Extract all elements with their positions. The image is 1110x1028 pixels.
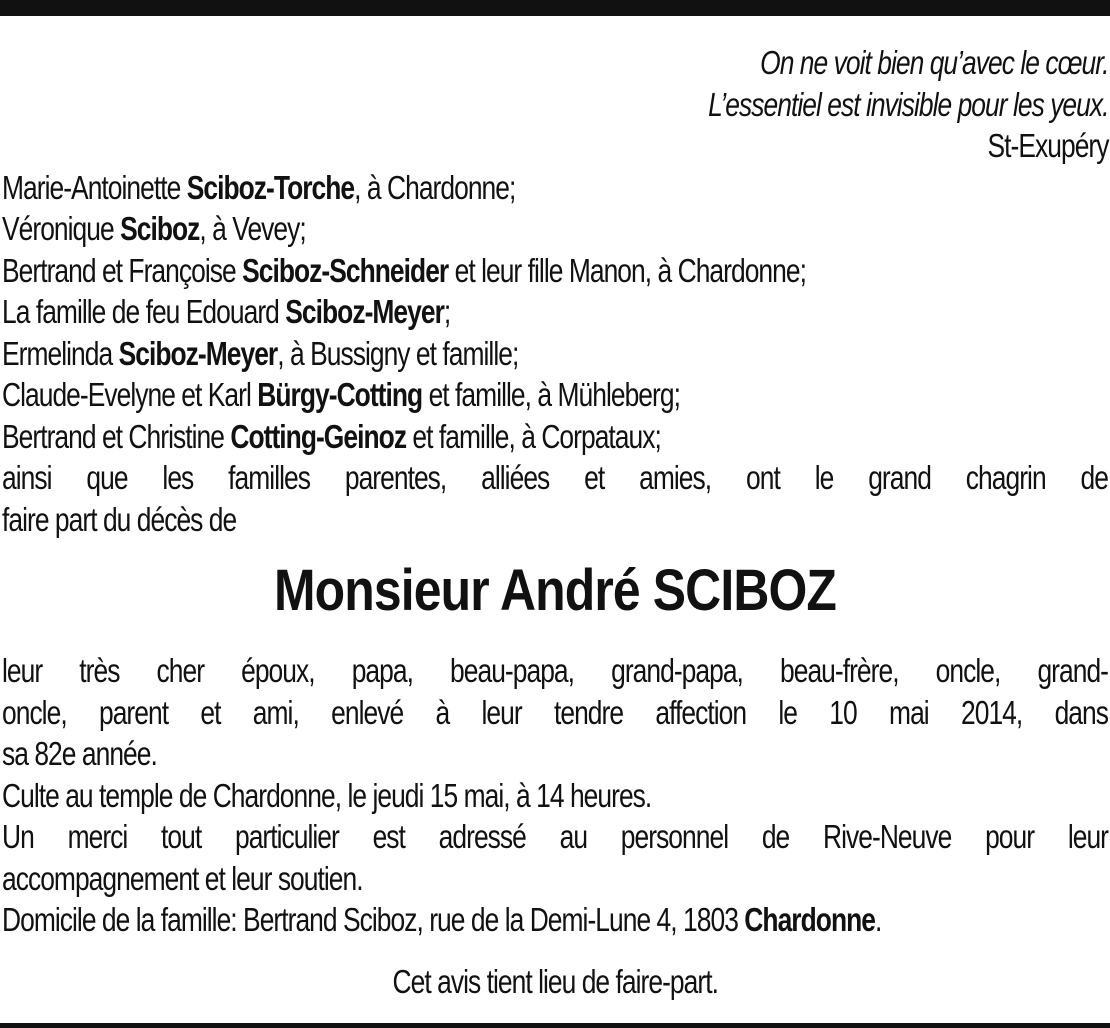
family-location: , à Chardonne; bbox=[354, 168, 516, 206]
deceased-name: Monsieur André SCIBOZ bbox=[273, 558, 837, 623]
domicile-address: Domicile de la famille: Bertrand Sciboz, rue de la Demi-Lune 4, 1803 bbox=[2, 901, 745, 938]
footer-note: Cet avis tient lieu de faire-part. bbox=[392, 962, 718, 1000]
family-member bbox=[2, 250, 1108, 292]
family-surname: Bürgy-Cotting bbox=[257, 376, 423, 413]
family-surname: Sciboz-Meyer bbox=[118, 334, 278, 372]
announcement-line-2: faire part du décès de bbox=[2, 500, 237, 538]
service-info: Culte au temple de Chardonne, le jeudi 15 mai, à 14 heures. bbox=[2, 776, 652, 814]
family-surname: Cotting-Geinoz bbox=[230, 417, 407, 455]
family-given-names: Claude-Evelyne et Karl bbox=[2, 376, 258, 413]
family-location: et leur fille Manon, à Chardonne; bbox=[448, 251, 806, 289]
body-line-3: sa 82e année. bbox=[2, 735, 157, 772]
family-given-names: Marie-Antoinette bbox=[2, 168, 187, 206]
family-surname: Sciboz-Meyer bbox=[285, 293, 444, 330]
family-given-names: Véronique bbox=[2, 210, 121, 247]
family-location: ; bbox=[443, 293, 451, 330]
announcement-line-1: ainsi que les familles parentes, alliées et amies, ont le grand chagrin de bbox=[2, 459, 1108, 496]
family-location: et famille, à Corpataux; bbox=[406, 417, 661, 455]
obituary-notice bbox=[2, 42, 1108, 1002]
family-member bbox=[2, 208, 1108, 250]
bottom-rule bbox=[0, 1023, 1110, 1028]
family-member bbox=[2, 167, 1108, 209]
body-line-1: leur très cher époux, papa, beau-papa, grand-papa, beau-frère, oncle, grand- bbox=[2, 652, 1108, 689]
family-given-names: Ermelinda bbox=[2, 334, 119, 372]
family-given-names: Bertrand et Françoise bbox=[2, 251, 243, 289]
quote-author: St-Exupéry bbox=[987, 127, 1108, 164]
family-member bbox=[2, 374, 1108, 416]
family-surname: Sciboz-Torche bbox=[186, 168, 355, 206]
family-given-names: La famille de feu Edouard bbox=[2, 293, 286, 330]
domicile-place: Chardonne bbox=[744, 901, 875, 938]
family-domicile bbox=[2, 899, 1108, 941]
family-member bbox=[2, 333, 1108, 375]
quote-line-1: On ne voit bien qu’avec le cœur. bbox=[759, 44, 1108, 81]
body-line-2: oncle, parent et ami, enlevé à leur tendre affection le 10 mai 2014, dans bbox=[2, 693, 1108, 731]
top-rule bbox=[0, 0, 1110, 16]
family-location: , à Bussigny et famille; bbox=[277, 334, 519, 372]
family-surname: Sciboz bbox=[120, 210, 200, 247]
family-surname: Sciboz-Schneider bbox=[242, 251, 449, 289]
family-location: , à Vevey; bbox=[199, 210, 306, 247]
family-location: et famille, à Mühleberg; bbox=[422, 376, 680, 413]
quote-line-2: L’essentiel est invisible pour les yeux. bbox=[707, 85, 1108, 123]
thanks-line-1: Un merci tout particulier est adressé au personnel de Rive-Neuve pour leur bbox=[2, 818, 1108, 855]
thanks-line-2: accompagnement et leur soutien. bbox=[2, 859, 363, 897]
family-member bbox=[2, 416, 1108, 458]
domicile-end: . bbox=[875, 901, 882, 938]
family-given-names: Bertrand et Christine bbox=[2, 417, 231, 455]
family-member bbox=[2, 291, 1108, 333]
